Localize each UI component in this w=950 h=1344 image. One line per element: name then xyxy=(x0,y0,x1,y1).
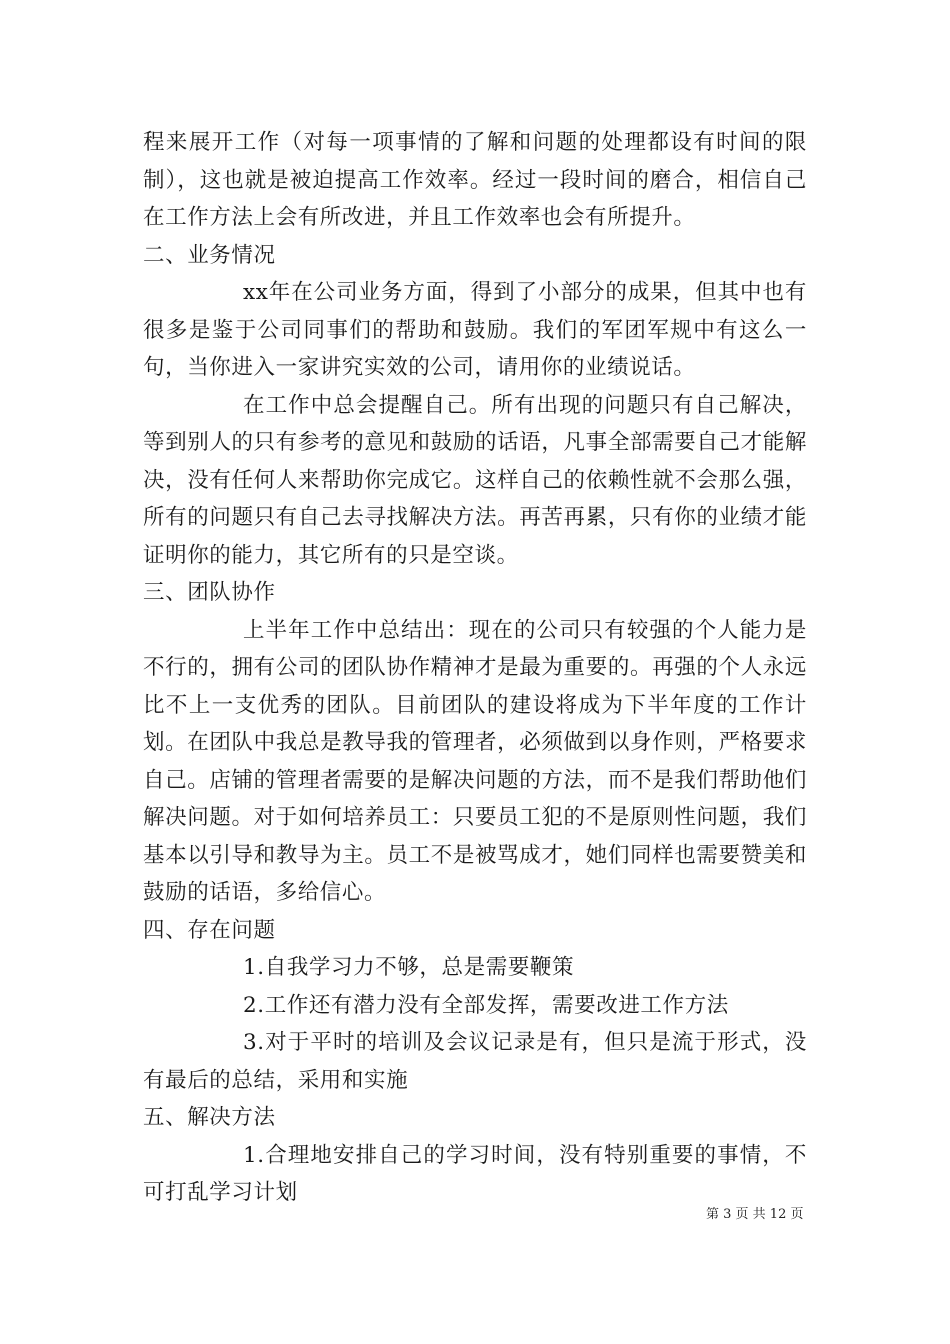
paragraph-business-results: xx年在公司业务方面，得到了小部分的成果，但其中也有很多是鉴于公司同事们的帮助和鼓励。我们的军团军规中有这么一句，当你进入一家讲究实效的公司，请用你的业绩说话。 xyxy=(143,280,807,380)
section-heading-solutions: 五、解决方法 xyxy=(143,1105,276,1130)
document-body xyxy=(143,124,807,1212)
list-item-problem-3: 3.对于平时的培训及会议记录是有，但只是流于形式，没有最后的总结，采用和实施 xyxy=(143,1030,807,1093)
page-number-footer: 第 3 页 共 12 页 xyxy=(706,1207,804,1222)
section-heading-teamwork: 三、团队协作 xyxy=(143,580,276,605)
section-heading-problems: 四、存在问题 xyxy=(143,917,276,943)
paragraph-self-reminder: 在工作中总会提醒自己。所有出现的问题只有自己解决，等到别人的只有参考的意见和鼓励的话语，凡事全部需要自己才能解决，没有任何人来帮助你完成它。这样自己的依赖性就不会那么强，所有的问题只有自己去寻找解决方法。再苦再累，只有你的业绩才能证明你的能力，其它所有的只是空谈。 xyxy=(143,392,807,568)
list-item-problem-2: 2.工作还有潜力没有全部发挥，需要改进工作方法 xyxy=(243,992,729,1018)
section-heading-business: 二、业务情况 xyxy=(143,242,276,268)
list-item-problem-1: 1.自我学习力不够，总是需要鞭策 xyxy=(243,955,575,980)
paragraph-continuation: 程来展开工作（对每一项事情的了解和问题的处理都设有时间的限制），这也就是被迫提高工作效率。经过一段时间的磨合，相信自己在工作方法上会有所改进，并且工作效率也会有所提升。 xyxy=(143,130,807,230)
paragraph-teamwork: 上半年工作中总结出：现在的公司只有较强的个人能力是不行的，拥有公司的团队协作精神才是最为重要的。再强的个人永远比不上一支优秀的团队。目前团队的建设将成为下半年度的工作计划。在团队中我总是教导我的管理者，必须做到以身作则，严格要求自己。店铺的管理者需要的是解决问题的方法，而不是我们帮助他们解决问题。对于如何培养员工：只要员工犯的不是原则性问题，我们基本以引导和教导为主。员工不是被骂成才，她们同样也需要赞美和鼓励的话语，多给信心。 xyxy=(143,617,807,905)
list-item-solution-1: 1.合理地安排自己的学习时间，没有特别重要的事情，不可打乱学习计划 xyxy=(143,1142,807,1205)
